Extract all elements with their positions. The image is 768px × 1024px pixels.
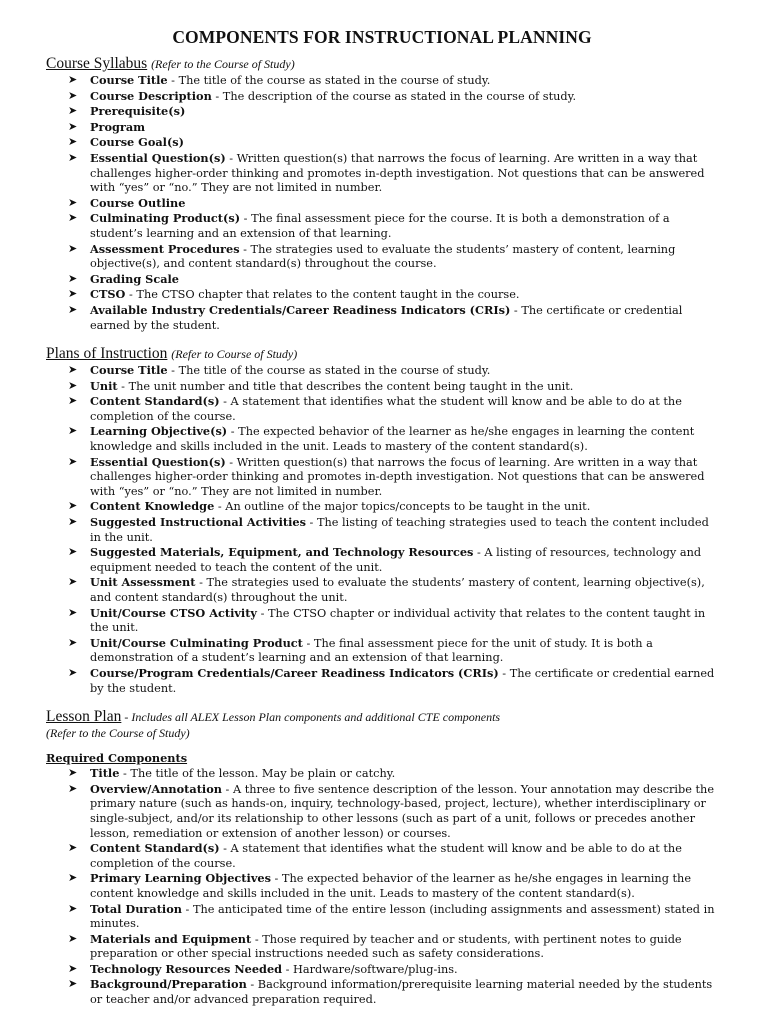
list-item [46,871,718,901]
arrow-bullet-icon: ➤ [68,302,78,316]
item-description: - The title of the course as stated in the course of study. [167,364,491,378]
list-item [46,287,718,303]
arrow-bullet-icon: ➤ [68,515,78,529]
list-item [46,636,718,666]
arrow-bullet-icon: ➤ [68,73,78,86]
list-item [46,272,718,288]
item-description: - The anticipated time of the entire lesson (including assignments and assessment) stated in minutes. [90,902,715,931]
item-description: - A three to five sentence description of the lesson. Your annotation may describe the primary nature (such as hands-on, inquiry, technology-based, project, lecture), whether interdisciplinary or single-subject, and/or its relationship to other lessons (such as part of a unit, follows or precedes another lesson, remediation or extension of another lesson) or courses. [90,782,715,840]
arrow-bullet-icon: ➤ [68,271,78,285]
list-item [46,666,718,696]
arrow-bullet-icon: ➤ [68,605,78,619]
list-item [46,902,718,932]
item-term: Course Title [90,363,168,378]
item-term: Primary Learning Objectives [90,871,271,886]
item-description: - The unit number and title that describes the content being taught in the unit. [117,379,574,393]
arrow-bullet-icon: ➤ [68,665,78,679]
item-term: Prerequisite(s) [90,104,186,119]
arrow-bullet-icon: ➤ [68,781,78,795]
item-term: Essential Question(s) [90,454,226,469]
item-description: - Written question(s) that narrows the focus of learning. Are written in a way that challenges higher-order thinking and promotes in-depth investigation. Not questions that can be answered with “yes” or “no.” They are not limited in number. [90,151,705,195]
item-description: - Those required by teacher and or students, with pertinent notes to guide preparation or other special instructions needed such as safety considerations. [90,932,682,961]
list-item [46,841,718,871]
item-description: - The title of the course as stated in the course of study. [167,74,491,87]
item-term: Title [90,766,120,781]
arrow-bullet-icon: ➤ [68,961,78,975]
arrow-bullet-icon: ➤ [68,871,78,885]
list-item [46,575,718,605]
list-item [46,962,718,978]
item-description: - Background information/prerequisite learning material needed by the students or teacher and/or advanced preparation required. [90,978,713,1007]
section-heading [46,708,718,741]
list-item [46,782,718,841]
list-item [46,455,718,500]
arrow-bullet-icon: ➤ [68,119,78,133]
arrow-bullet-icon: ➤ [68,766,78,780]
arrow-bullet-icon: ➤ [68,841,78,855]
item-term: Content Knowledge [90,499,215,514]
item-description: - The CTSO chapter or individual activity that relates to the content taught in the unit. [90,606,706,635]
arrow-bullet-icon: ➤ [68,635,78,649]
item-description: - The final assessment piece for the unit of study. It is both a demonstration of a student’s learning and an extension of that learning. [90,636,653,665]
item-term: Overview/Annotation [90,781,222,796]
item-description: - The strategies used to evaluate the students’ mastery of content, learning objective(s), and content standard(s) throughout the course. [90,242,676,271]
arrow-bullet-icon: ➤ [68,454,78,468]
item-term: Program [90,119,146,134]
list-item [46,379,718,395]
item-description: - An outline of the major topics/concepts to be taught in the unit. [214,500,591,514]
section-title: Lesson Plan [46,708,122,726]
item-term: Total Duration [90,901,182,916]
list-item [46,73,718,89]
section-lesson-plan [46,708,718,1008]
item-description: - The expected behavior of the learner as he/she engages in learning the content knowledge and skills included in the unit. Leads to mastery of the content standard(s). [90,872,692,900]
arrow-bullet-icon: ➤ [68,287,78,301]
item-term: Course Outline [90,195,186,210]
list-item [46,242,718,272]
arrow-bullet-icon: ➤ [68,977,78,991]
item-description: - Written question(s) that narrows the focus of learning. Are written in a way that challenges higher-order thinking and promotes in-depth investigation. Not questions that can be answered with “yes” or “no.” They are not limited in number. [90,455,705,498]
list-item [46,303,718,333]
arrow-bullet-icon: ➤ [68,363,78,377]
arrow-bullet-icon: ➤ [68,104,78,118]
item-term: Unit Assessment [90,575,196,590]
section-title: Course Syllabus [46,55,148,72]
item-term: Course/Program Credentials/Career Readiness Indicators (CRIs) [90,665,499,680]
item-term: Unit [90,378,118,393]
section-title: Plans of Instruction [46,345,168,363]
item-description: - The expected behavior of the learner as he/she engages in learning the content knowledge and skills included in the unit. Leads to mastery of the content standard(s). [90,425,695,454]
item-term: Unit/Course Culminating Product [90,635,303,650]
arrow-bullet-icon: ➤ [68,211,78,225]
section-note: - Includes all ALEX Lesson Plan components and additional CTE components [121,710,501,725]
item-description: - The certificate or credential earned by the student. [90,303,683,332]
item-description: - A statement that identifies what the student will know and be able to do at the completion of the course. [90,842,682,870]
section-course-syllabus [46,55,718,333]
item-list [46,363,718,696]
list-item [46,977,718,1007]
section-heading [46,345,718,363]
list-item [46,766,718,782]
item-term: Learning Objective(s) [90,424,228,439]
section-note: (Refer to the Course of Study) [151,57,295,71]
item-term: Course Goal(s) [90,135,185,150]
item-term: Content Standard(s) [90,841,220,856]
list-item [46,211,718,241]
item-description: - The description of the course as stated in the course of study. [211,89,577,103]
arrow-bullet-icon: ➤ [68,241,78,255]
item-description: - The CTSO chapter that relates to the content taught in the course. [125,288,520,302]
item-term: Available Industry Credentials/Career Readiness Indicators (CRIs) [90,302,511,317]
item-list [46,766,718,1008]
item-term: Grading Scale [90,271,179,286]
item-term: Materials and Equipment [90,931,252,946]
arrow-bullet-icon: ➤ [68,88,78,102]
item-description: - Hardware/software/plug-ins. [282,962,458,976]
item-description: - The listing of teaching strategies used to teach the content included in the unit. [90,516,709,544]
arrow-bullet-icon: ➤ [68,931,78,945]
arrow-bullet-icon: ➤ [68,394,78,408]
item-term: Assessment Procedures [90,241,240,256]
item-term: Background/Preparation [90,977,247,992]
arrow-bullet-icon: ➤ [68,378,78,392]
section-plans-of-instruction [46,345,718,696]
list-item [46,196,718,212]
item-term: Suggested Materials, Equipment, and Technology Resources [90,545,474,560]
list-item [46,363,718,379]
list-item [46,545,718,575]
item-term: Content Standard(s) [90,394,220,409]
arrow-bullet-icon: ➤ [68,545,78,559]
item-description: - A listing of resources, technology and equipment needed to teach the content of the unit. [90,546,702,574]
page-title: COMPONENTS FOR INSTRUCTIONAL PLANNING [172,27,592,47]
item-description: - The certificate or credential earned by the student. [90,666,715,695]
list-item [46,135,718,151]
list-item [46,515,718,545]
item-description: - The final assessment piece for the course. It is both a demonstration of a student’s learning and an extension of that learning. [90,212,670,240]
list-item [46,424,718,454]
required-components-heading: Required Components [46,751,188,766]
arrow-bullet-icon: ➤ [68,195,78,209]
item-list [46,73,718,333]
item-term: CTSO [90,287,126,302]
list-item [46,932,718,962]
item-term: Course Title [90,73,168,87]
list-item [46,394,718,424]
item-term: Culminating Product(s) [90,211,241,226]
arrow-bullet-icon: ➤ [68,499,78,513]
section-note: (Refer to Course of Study) [171,347,298,362]
arrow-bullet-icon: ➤ [68,135,78,149]
item-term: Technology Resources Needed [90,961,283,976]
item-description: - A statement that identifies what the student will know and be able to do at the completion of the course. [90,395,682,423]
list-item [46,89,718,105]
section-subnote: (Refer to the Course of Study) [46,726,190,741]
list-item [46,499,718,515]
section-heading [46,55,718,73]
list-item [46,120,718,136]
arrow-bullet-icon: ➤ [68,901,78,915]
list-item [46,151,718,196]
item-term: Essential Question(s) [90,150,226,165]
list-item [46,606,718,636]
item-description: - The title of the lesson. May be plain or catchy. [119,767,396,781]
list-item [46,104,718,120]
item-term: Course Description [90,88,212,103]
arrow-bullet-icon: ➤ [68,424,78,438]
item-term: Suggested Instructional Activities [90,515,306,530]
arrow-bullet-icon: ➤ [68,150,78,164]
item-description: - The strategies used to evaluate the students’ mastery of content, learning objective(s), and content standard(s) throughout the unit. [90,576,705,604]
arrow-bullet-icon: ➤ [68,575,78,589]
item-term: Unit/Course CTSO Activity [90,605,257,620]
